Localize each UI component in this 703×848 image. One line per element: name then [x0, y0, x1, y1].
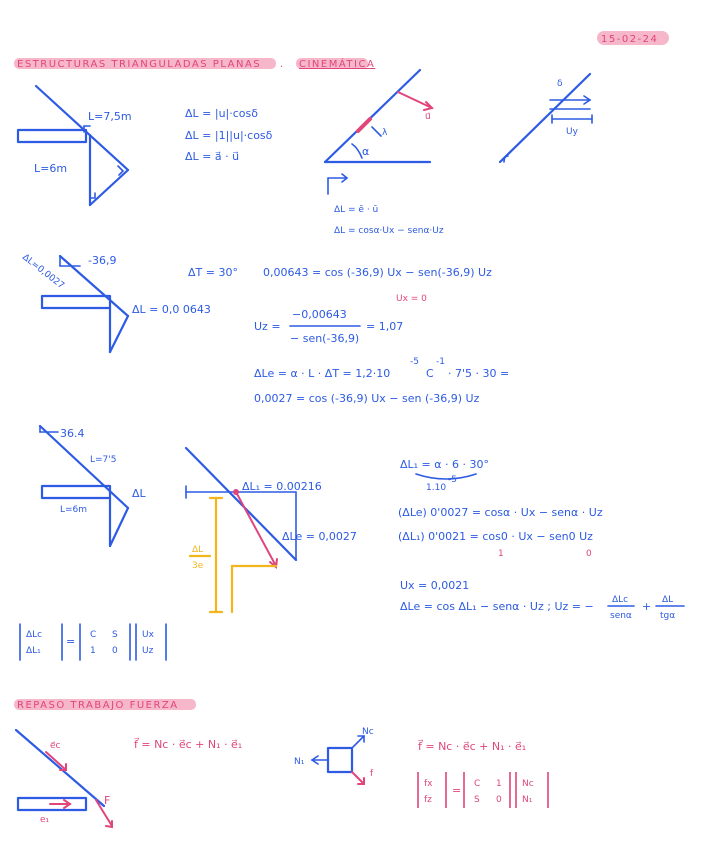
- node-free-body: [312, 736, 364, 784]
- matrix-1-m12: S: [112, 630, 118, 640]
- matrix-1: [20, 624, 166, 660]
- equation-2-3: 0,0027 = cos (-36,9) Ux − sen (-36,9) Uz: [254, 392, 480, 405]
- lambda-label: λ: [382, 128, 388, 138]
- truss-diagram-2: [42, 256, 128, 352]
- delta-label: δ: [557, 79, 563, 89]
- result-5-den-2: tgα: [660, 611, 676, 621]
- equation-2-1: 0,00643 = cos (-36,9) Ux − sen(-36,9) Uz: [263, 266, 492, 279]
- result-2: (ΔLe) 0'0027 = cosα · Ux − senα · Uz: [398, 506, 603, 519]
- result-3: (ΔL₁) 0'0021 = cos0 · Ux − sen0 Uz: [398, 530, 593, 543]
- result-1-denominator: 1.10: [426, 483, 447, 493]
- fraction-numerator: ΔL: [192, 545, 204, 555]
- matrix-1-m11: C: [90, 630, 97, 640]
- equation-dl-5: ΔL = cosα·Ux − senα·Uz: [334, 226, 444, 236]
- title: ESTRUCTURAS TRIANGULADAS PLANAS: [17, 59, 262, 70]
- matrix-1-lhs-1: ΔLc: [26, 630, 43, 640]
- displacement-triangle: [186, 448, 296, 612]
- ux-zero: Ux = 0: [396, 294, 427, 304]
- result-4: Ux = 0,0021: [400, 579, 470, 592]
- equation-dl-4: ΔL = ē · ū: [334, 205, 379, 215]
- matrix-2-lhs-1: fx: [424, 779, 433, 789]
- dle-label: ΔLe = 0,0027: [282, 530, 357, 543]
- nc-label: Nc: [362, 727, 374, 737]
- matrix-1-m21: 1: [90, 646, 96, 656]
- uz-numerator: −0,00643: [292, 308, 347, 321]
- ec-label: e⃗c: [50, 741, 61, 751]
- force-equation-2: f⃗ = Nc · e⃗c + N₁ · e⃗₁: [418, 740, 527, 753]
- date: 15-02-24: [601, 34, 659, 45]
- equation-2-2-rest: · 7'5 · 30 =: [448, 367, 510, 380]
- angle-label-2: 36.4: [60, 427, 85, 440]
- delta-t: ΔT = 30°: [188, 266, 238, 279]
- matrix-2-m21: S: [474, 795, 480, 805]
- result-3-zero: 0: [586, 549, 592, 559]
- length-diagonal: L=7,5m: [88, 110, 132, 123]
- equation-2-2-exp: -5: [410, 357, 419, 367]
- dl-left: ΔL: [132, 487, 146, 500]
- matrix-2-rhs-1: Nc: [522, 779, 534, 789]
- matrix-2-lhs-2: fz: [424, 795, 432, 805]
- uz-lhs: Uz =: [254, 320, 281, 333]
- uy-label: Uy: [566, 127, 578, 137]
- matrix-2-m22: 0: [496, 795, 502, 805]
- f-label: F: [104, 794, 111, 807]
- subtitle: CINEMÁTICA: [299, 59, 376, 70]
- length-diagonal-2: L=7'5: [90, 455, 117, 465]
- angle-label-1: -36,9: [88, 254, 117, 267]
- force-equation-1: f⃗ = Nc · e⃗c + N₁ · e⃗₁: [134, 738, 243, 751]
- result-5-num-2: ΔL: [662, 595, 674, 605]
- truss-diagram-3: [40, 426, 128, 546]
- displacement-diagram: [500, 74, 592, 162]
- matrix-1-rhs-2: Uz: [142, 646, 154, 656]
- result-5-num-1: ΔLc: [612, 595, 629, 605]
- nl-label: N₁: [294, 757, 305, 767]
- length-base: L=6m: [34, 162, 68, 175]
- result-5-den-1: senα: [610, 611, 632, 621]
- uz-denominator: − sen(-36,9): [290, 332, 360, 345]
- equation-2-2-exp2: -1: [436, 357, 445, 367]
- matrix-2: [418, 772, 548, 808]
- equation-dl-3: ΔL = a⃗ · u⃗: [185, 150, 240, 163]
- truss-diagram-1: [18, 86, 128, 205]
- u-vector-label: u⃗: [425, 112, 431, 122]
- result-5: ΔLe = cos ΔL₁ − senα · Uz ; Uz = −: [400, 600, 594, 613]
- fraction-denominator: 3e: [192, 561, 204, 571]
- equation-2-2: ΔLe = α · L · ΔT = 1,2·10: [254, 367, 391, 380]
- alpha-label: α: [362, 145, 370, 158]
- equation-2-2-c: C: [426, 367, 434, 380]
- vector-diagram: [325, 70, 432, 194]
- uz-result: = 1,07: [366, 320, 404, 333]
- dl1-label: ΔL₁ = 0.00216: [242, 480, 322, 493]
- matrix-2-rhs-2: N₁: [522, 795, 533, 805]
- dl-rotated-label: ΔL=0,0027: [20, 252, 66, 292]
- force-diagram: [16, 730, 112, 827]
- matrix-2-m11: C: [474, 779, 481, 789]
- matrix-1-m22: 0: [112, 646, 118, 656]
- equation-dl-1: ΔL = |u|·cosδ: [185, 107, 258, 120]
- result-1-exponent: -5: [448, 475, 457, 485]
- matrix-2-eq: =: [452, 784, 462, 797]
- heading-2: REPASO TRABAJO FUERZA: [17, 700, 179, 711]
- title-separator: .: [280, 59, 285, 70]
- matrix-2-m12: 1: [496, 779, 502, 789]
- matrix-1-lhs-2: ΔL₁: [26, 646, 41, 656]
- length-base-2: L=6m: [60, 505, 88, 515]
- el-label: e₁: [40, 815, 50, 825]
- f-small-label: f: [370, 769, 374, 779]
- matrix-1-eq: =: [66, 635, 76, 648]
- equation-dl-2: ΔL = |1||u|·cosδ: [185, 129, 273, 142]
- delta-l-value: ΔL = 0,0 0643: [132, 303, 211, 316]
- matrix-1-rhs-1: Ux: [142, 630, 154, 640]
- result-5-plus: +: [642, 600, 652, 613]
- result-1-brace: [416, 474, 476, 479]
- result-1: ΔL₁ = α · 6 · 30°: [400, 458, 489, 471]
- result-3-one: 1: [498, 549, 504, 559]
